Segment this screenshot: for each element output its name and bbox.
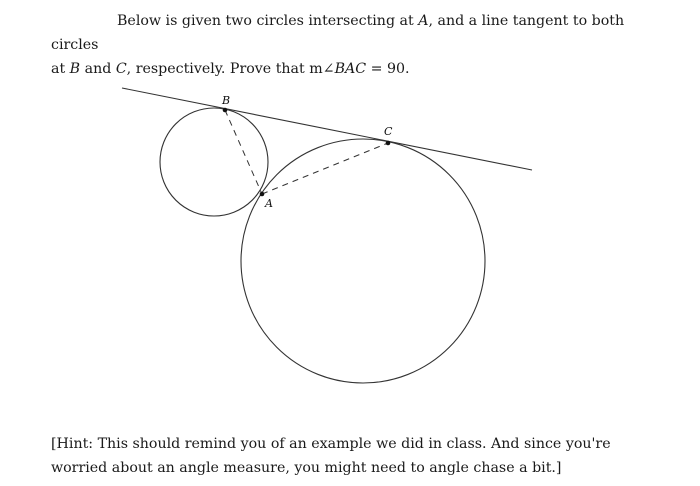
large-circle xyxy=(241,139,485,383)
label-c: C xyxy=(384,125,393,138)
var-c: C xyxy=(115,61,127,77)
problem-text-5: , respectively. Prove that m∠ xyxy=(126,61,335,77)
var-a: A xyxy=(418,13,429,29)
point-c xyxy=(386,141,391,146)
var-bac: BAC xyxy=(334,61,367,77)
problem-text-6: = 90. xyxy=(366,61,410,77)
problem-text-3: at xyxy=(51,61,70,77)
hint-text: [Hint: This should remind you of an example we did in class. And since you're worried about an angle measure, you might need to angle chase a bit.] xyxy=(51,436,611,476)
label-a: A xyxy=(265,197,273,210)
problem-text-4: and xyxy=(80,61,116,77)
segment-ac xyxy=(262,143,388,194)
point-b xyxy=(223,108,228,113)
label-b: B xyxy=(222,94,231,107)
tangent-line xyxy=(122,88,532,170)
problem-text-2: , and a line tangent to both circles xyxy=(51,13,625,53)
problem-text-1: Below is given two circles intersecting at xyxy=(117,13,419,29)
small-circle xyxy=(160,108,268,216)
point-a xyxy=(260,192,265,197)
var-b: B xyxy=(69,61,81,77)
segment-ab xyxy=(225,110,262,194)
